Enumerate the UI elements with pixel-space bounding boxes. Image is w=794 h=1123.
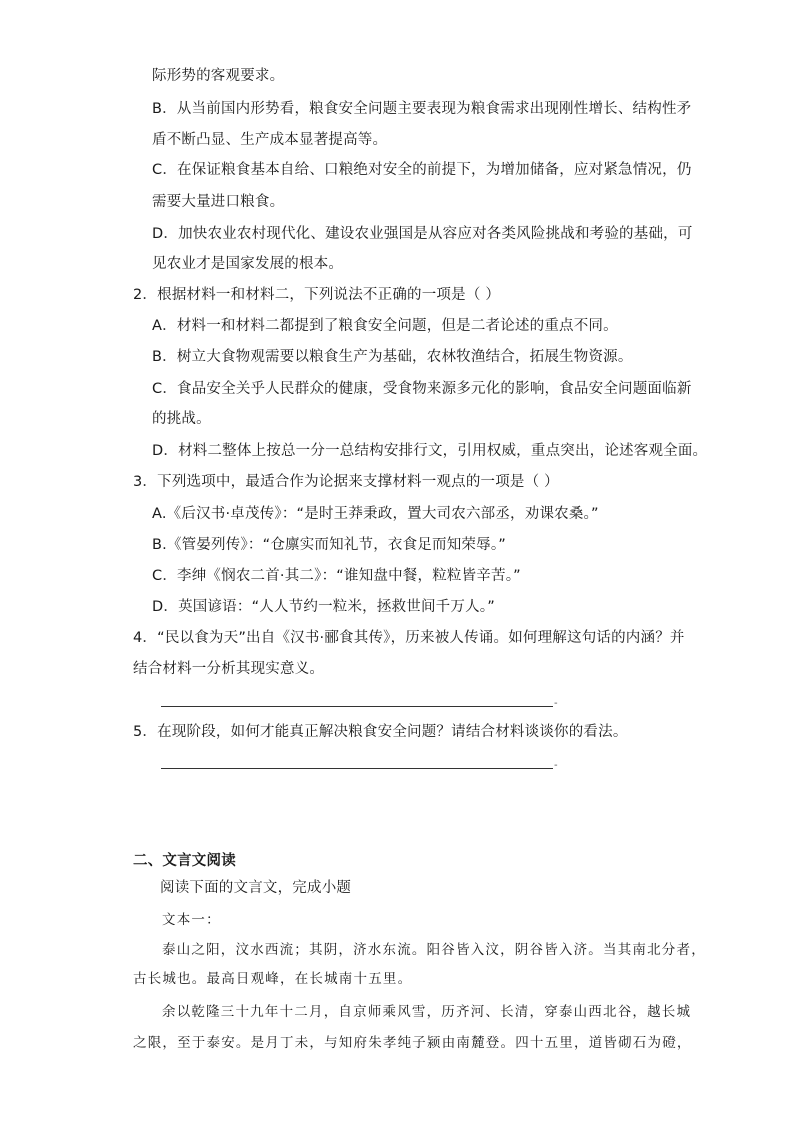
option-b: B．树立大食物观需要以粮食生产为基础，农林牧渔结合，拓展生物资源。 — [152, 349, 633, 365]
text-label: 文本一： — [162, 912, 221, 928]
text-line: 结合材料一分析其现实意义。 — [133, 661, 325, 677]
question-4: 4．“民以食为天”出自《汉书·郦食其传》，历来被人传诵。如何理解这句话的内涵？并 — [133, 630, 685, 646]
option-d: D．加快农业农村现代化、建设农业强国是从容应对各类风险挑战和考验的基础，可 — [152, 226, 693, 242]
question-2: 2．根据材料一和材料二，下列说法不正确的一项是（ ） — [133, 287, 501, 303]
answer-line[interactable] — [161, 706, 553, 707]
option-a: A．材料一和材料二都提到了粮食安全问题，但是二者论述的重点不同。 — [152, 318, 618, 334]
text-line: 见农业才是国家发展的根本。 — [152, 256, 344, 272]
option-b: B．从当前国内形势看，粮食安全问题主要表现为粮食需求出现刚性增长、结构性矛 — [152, 101, 692, 117]
question-3: 3．下列选项中，最适合作为论据来支撑材料一观点的一项是（ ） — [133, 474, 559, 490]
answer-line[interactable] — [161, 768, 553, 769]
section-instruction: 阅读下面的文言文，完成小题 — [160, 880, 352, 896]
rule-end-mark: - — [554, 698, 558, 709]
passage-line: 余以乾隆三十九年十二月，自京师乘风雪，历齐河、长清，穿泰山西北谷，越长城 — [162, 1004, 692, 1020]
option-a: A.《后汉书·卓茂传》：“是时王莽秉政，置大司农六部丞，劝课农桑。” — [152, 506, 599, 522]
passage-line: 古长城也。最高日观峰，在长城南十五里。 — [133, 971, 413, 987]
option-c: C．在保证粮食基本自给、口粮绝对安全的前提下，为增加储备，应对紧急情况，仍 — [152, 162, 692, 178]
option-b: B.《管晏列传》：“仓廪实而知礼节，衣食足而知荣辱。” — [152, 537, 506, 553]
text-line: 盾不断凸显、生产成本显著提高等。 — [152, 132, 388, 148]
option-c: C．李绅《悯农二首·其二》：“谁知盘中餐，粒粒皆辛苦。” — [152, 568, 521, 584]
text-line: 需要大量进口粮食。 — [152, 194, 285, 210]
option-c: C．食品安全关乎人民群众的健康，受食物来源多元化的影响，食品安全问题面临新 — [152, 381, 692, 397]
section-heading: 二、文言文阅读 — [133, 853, 236, 869]
text-line: 际形势的客观要求。 — [152, 68, 285, 84]
option-d: D．材料二整体上按总一分一总结构安排行文，引用权威，重点突出，论述客观全面。 — [152, 443, 708, 459]
passage-line: 泰山之阳，汶水西流；其阴，济水东流。阳谷皆入汶，阴谷皆入济。当其南北分者， — [162, 942, 706, 958]
option-d: D．英国谚语：“人人节约一粒米，拯救世间千万人。” — [152, 599, 495, 615]
passage-line: 之限，至于泰安。是月丁未，与知府朱孝纯子颍由南麓登。四十五里，道皆砌石为磴， — [133, 1035, 692, 1051]
question-5: 5．在现阶段，如何才能真正解决粮食安全问题？请结合材料谈谈你的看法。 — [133, 724, 628, 740]
text-line: 的挑战。 — [152, 411, 211, 427]
rule-end-mark: - — [554, 760, 558, 771]
